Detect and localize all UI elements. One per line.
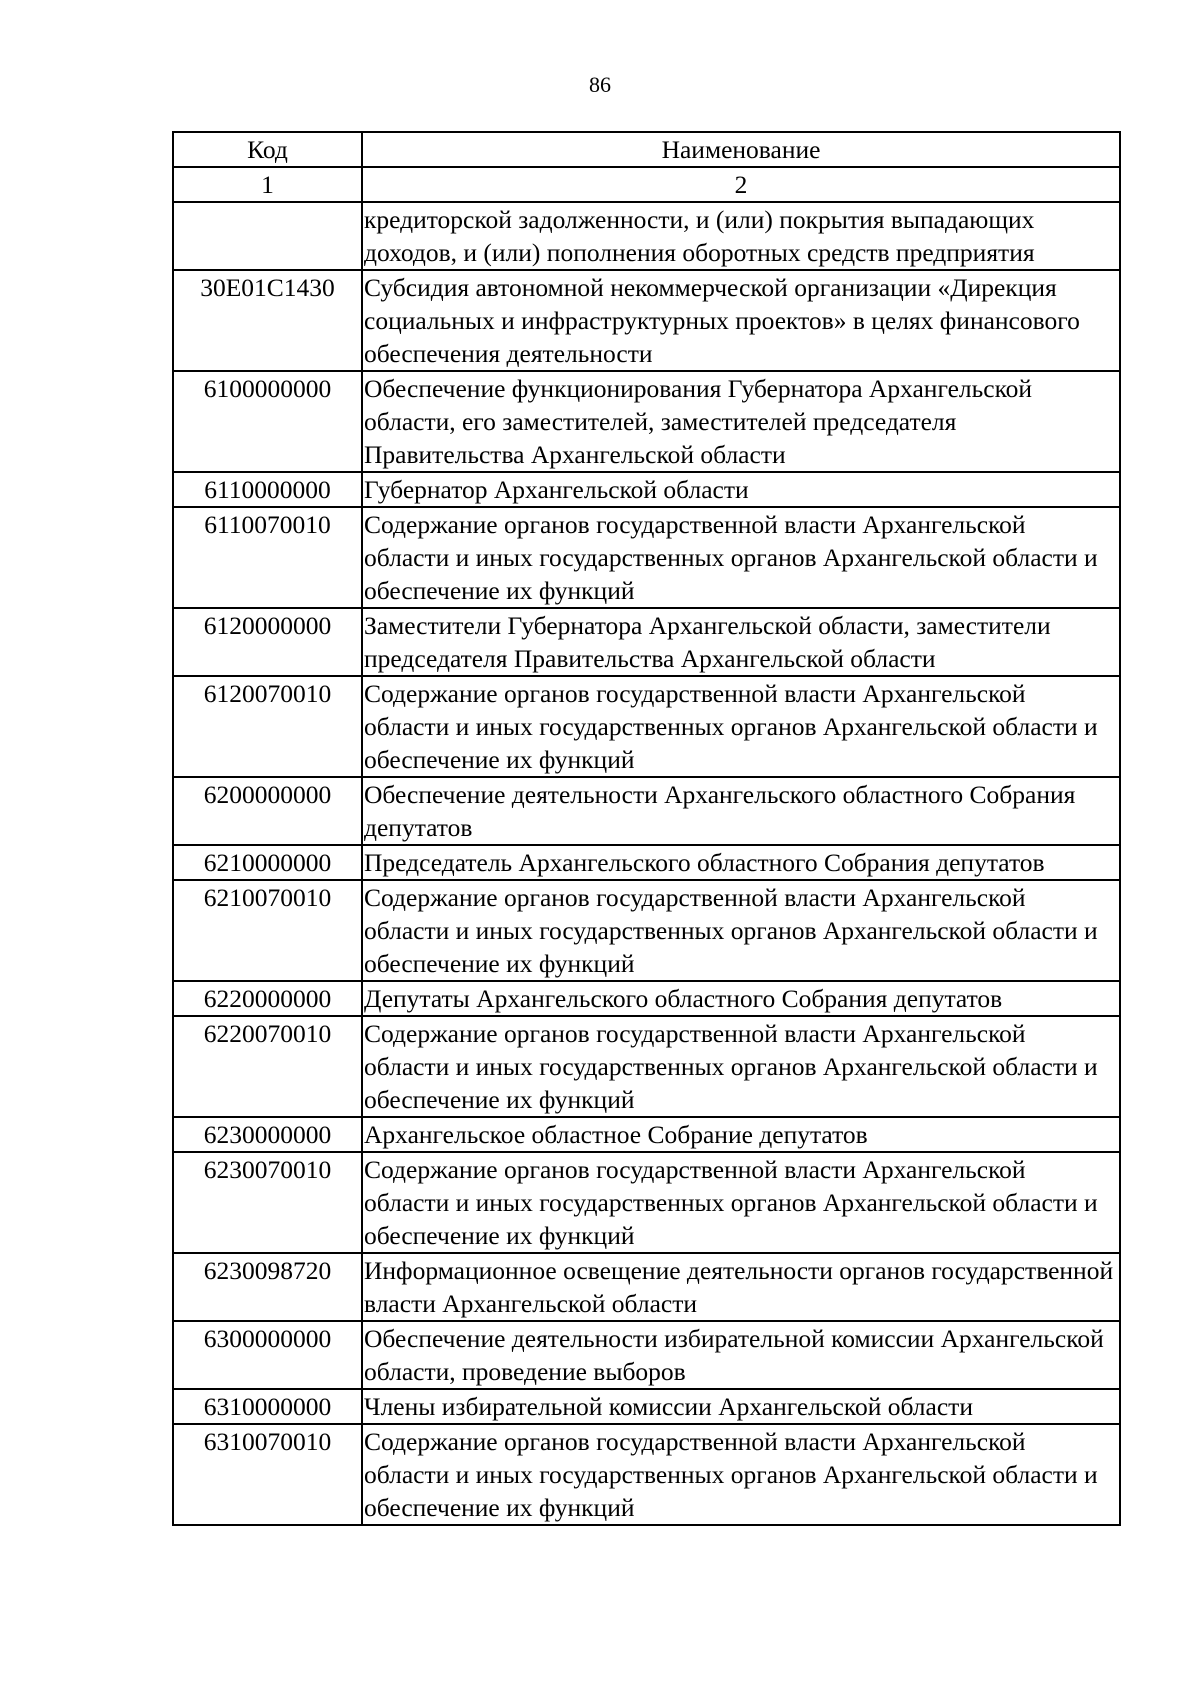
column-number-1: 1	[173, 167, 362, 202]
table-header	[173, 132, 1120, 202]
row-name: Содержание органов государственной власти Архангельской области и иных государственных органов Архангельской области и обеспечение их функций	[362, 1016, 1120, 1117]
table-row	[173, 371, 1120, 472]
budget-code-table	[172, 131, 1121, 1526]
column-number-row	[173, 167, 1120, 202]
table-row	[173, 1016, 1120, 1117]
table-row	[173, 676, 1120, 777]
table-row	[173, 1321, 1120, 1389]
header-name: Наименование	[362, 132, 1120, 167]
table-row	[173, 981, 1120, 1016]
row-code: 6220000000	[173, 981, 362, 1016]
row-name: Содержание органов государственной власти Архангельской области и иных государственных органов Архангельской области и обеспечение их функций	[362, 1424, 1120, 1525]
row-code: 6230000000	[173, 1117, 362, 1152]
row-code: 30Е01С1430	[173, 270, 362, 371]
table-row	[173, 202, 1120, 270]
row-name: Субсидия автономной некоммерческой организации «Дирекция социальных и инфраструктурных проектов» в целях финансового обеспечения деятельности	[362, 270, 1120, 371]
table-row	[173, 608, 1120, 676]
table-row	[173, 1424, 1120, 1525]
row-code: 6210070010	[173, 880, 362, 981]
row-code: 6110070010	[173, 507, 362, 608]
row-code: 6110000000	[173, 472, 362, 507]
row-code: 6200000000	[173, 777, 362, 845]
table-row	[173, 507, 1120, 608]
table-row	[173, 880, 1120, 981]
table-row	[173, 270, 1120, 371]
table-body	[173, 202, 1120, 1525]
row-name: Обеспечение деятельности избирательной комиссии Архангельской области, проведение выборов	[362, 1321, 1120, 1389]
row-code: 6120000000	[173, 608, 362, 676]
row-name: Обеспечение деятельности Архангельского областного Собрания депутатов	[362, 777, 1120, 845]
row-code: 6310070010	[173, 1424, 362, 1525]
table-row	[173, 777, 1120, 845]
row-code	[173, 202, 362, 270]
row-code: 6210000000	[173, 845, 362, 880]
row-name: Заместители Губернатора Архангельской области, заместители председателя Правительства Архангельской области	[362, 608, 1120, 676]
table-row	[173, 1389, 1120, 1424]
row-code: 6220070010	[173, 1016, 362, 1117]
row-name: Депутаты Архангельского областного Собрания депутатов	[362, 981, 1120, 1016]
row-code: 6120070010	[173, 676, 362, 777]
row-code: 6230098720	[173, 1253, 362, 1321]
header-code: Код	[173, 132, 362, 167]
row-code: 6300000000	[173, 1321, 362, 1389]
row-name: Содержание органов государственной власти Архангельской области и иных государственных органов Архангельской области и обеспечение их функций	[362, 676, 1120, 777]
table-row	[173, 1253, 1120, 1321]
table-row	[173, 1152, 1120, 1253]
row-name: Содержание органов государственной власти Архангельской области и иных государственных органов Архангельской области и обеспечение их функций	[362, 1152, 1120, 1253]
row-code: 6310000000	[173, 1389, 362, 1424]
page-number: 86	[589, 72, 611, 97]
row-name: Члены избирательной комиссии Архангельской области	[362, 1389, 1120, 1424]
row-name: Архангельское областное Собрание депутатов	[362, 1117, 1120, 1152]
row-name: Содержание органов государственной власти Архангельской области и иных государственных органов Архангельской области и обеспечение их функций	[362, 507, 1120, 608]
row-name: Обеспечение функционирования Губернатора Архангельской области, его заместителей, заместителей председателя Правительства Архангельской области	[362, 371, 1120, 472]
table-row	[173, 845, 1120, 880]
row-name: Губернатор Архангельской области	[362, 472, 1120, 507]
row-name: кредиторской задолженности, и (или) покрытия выпадающих доходов, и (или) пополнения оборотных средств предприятия	[362, 202, 1120, 270]
row-name: Информационное освещение деятельности органов государственной власти Архангельской области	[362, 1253, 1120, 1321]
table-row	[173, 472, 1120, 507]
row-name: Председатель Архангельского областного Собрания депутатов	[362, 845, 1120, 880]
row-name: Содержание органов государственной власти Архангельской области и иных государственных органов Архангельской области и обеспечение их функций	[362, 880, 1120, 981]
table-row	[173, 1117, 1120, 1152]
column-number-2: 2	[362, 167, 1120, 202]
row-code: 6230070010	[173, 1152, 362, 1253]
header-row	[173, 132, 1120, 167]
row-code: 6100000000	[173, 371, 362, 472]
